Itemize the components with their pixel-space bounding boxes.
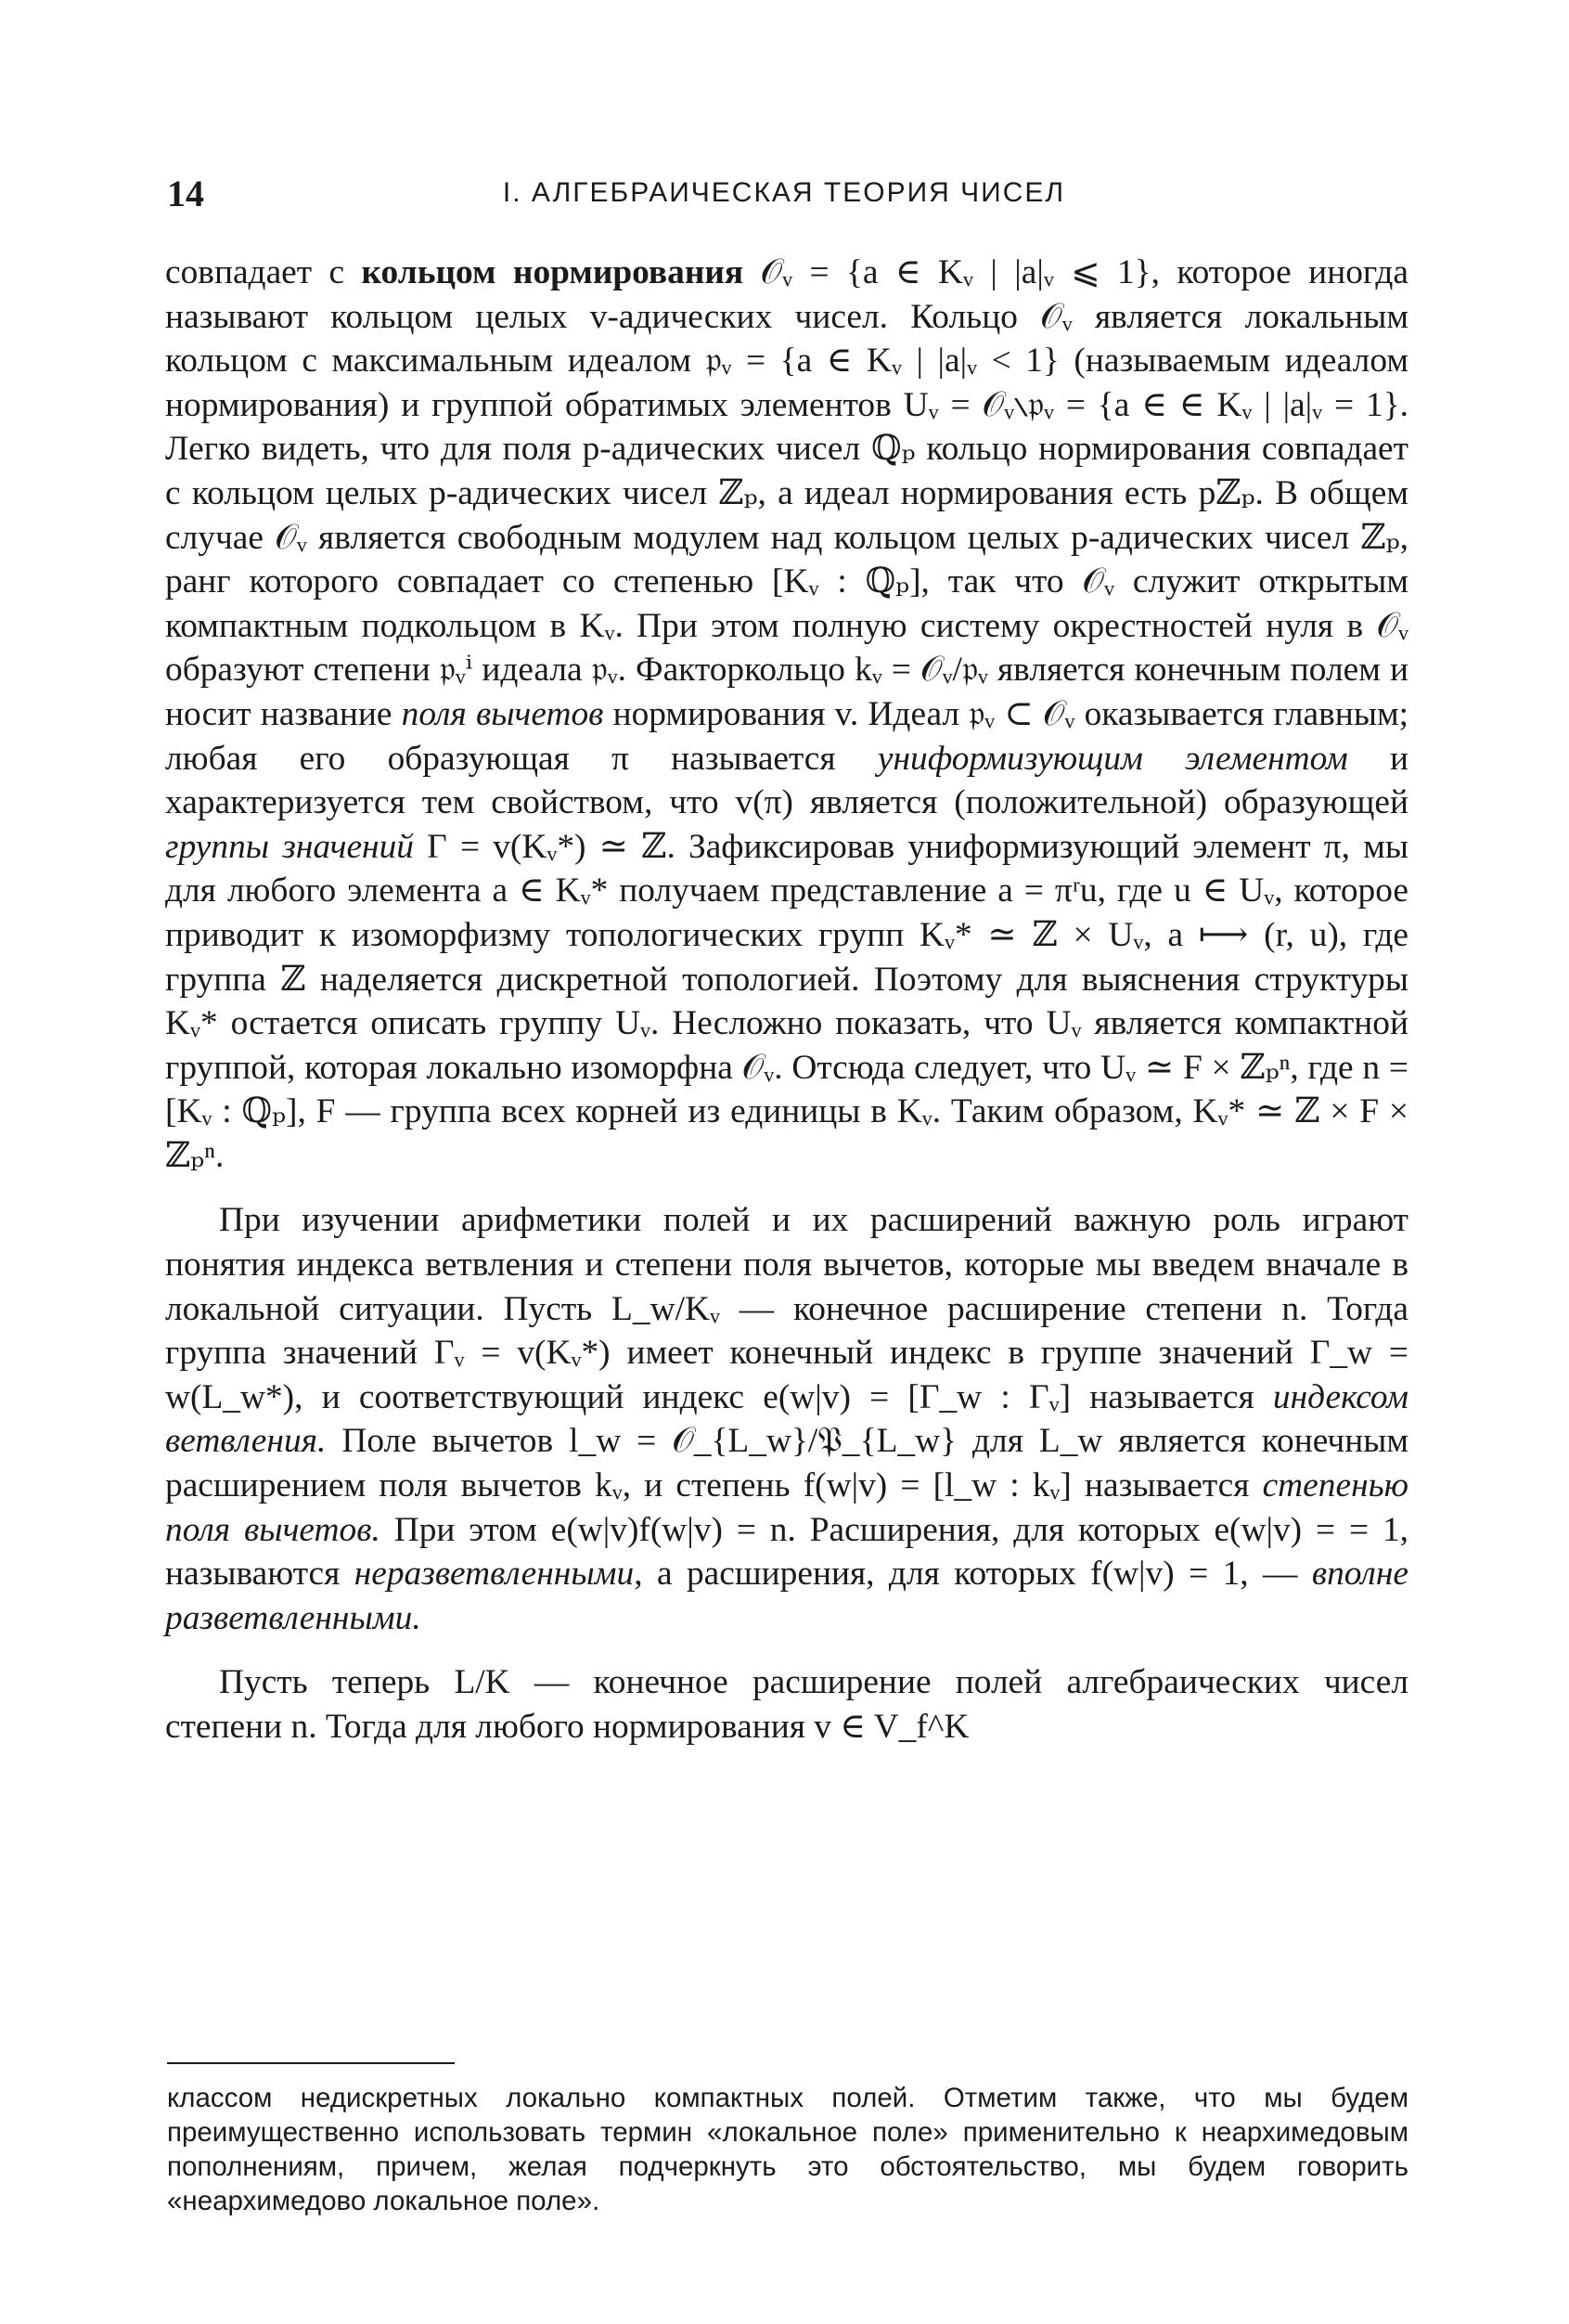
italic-term: поля вычетов xyxy=(401,694,604,733)
paragraph-1 xyxy=(165,251,1408,1178)
footnote-divider xyxy=(167,2062,455,2064)
italic-term: вполне разветвленными. xyxy=(165,1555,1408,1637)
main-text xyxy=(165,251,1408,1770)
paragraph-2 xyxy=(165,1198,1408,1640)
page-header xyxy=(167,172,1401,218)
paragraph-3 xyxy=(165,1660,1408,1749)
text-run: При этом e(w|v)f(w|v) = n. Расширения, для которых e(w|v) = = 1, называются xyxy=(165,1510,1409,1594)
text-run: 𝒪ᵥ = {a ∈ Kᵥ | |a|ᵥ ⩽ 1}, которое иногда называют кольцом целых v-адических чисел. Кольцо 𝒪ᵥ является локальным кольцом с максимальным идеалом 𝔭ᵥ = {a ∈ Kᵥ | |a|ᵥ < 1} (называемым идеалом нормирования) и группой обратимых элементов Uᵥ = 𝒪ᵥ∖𝔭ᵥ = {a ∈ ∈ Kᵥ | |a|ᵥ = 1}. Легко видеть, что для поля p-адических чисел ℚₚ кольцо нормирования совпадает с кольцом целых p-адических чисел ℤₚ, а идеал нормирования есть pℤₚ. В общем случае 𝒪ᵥ является свободным модулем над кольцом целых p-адических чисел ℤₚ, ранг которого совпадает со степенью [Kᵥ : ℚₚ], так что 𝒪ᵥ служит открытым компактным подкольцом в Kᵥ. При этом полную систему окрестностей нуля в 𝒪ᵥ образуют степени 𝔭ᵥⁱ идеала 𝔭ᵥ. Факторкольцо kᵥ = 𝒪ᵥ/𝔭ᵥ является конечным полем и носит название xyxy=(165,253,1408,733)
running-title: I. АЛГЕБРАИЧЕСКАЯ ТЕОРИЯ ЧИСЕЛ xyxy=(502,177,1066,208)
text-run: нормирования v. Идеал 𝔭ᵥ ⊂ 𝒪ᵥ оказывается главным; любая его образующая π называется xyxy=(165,694,1408,778)
italic-term: униформизующим элементом xyxy=(877,739,1348,778)
text-run: Γ = v(Kᵥ*) ≃ ℤ. Зафиксировав униформизующий элемент π, мы для любого элемента a ∈ Kᵥ* получаем представление a = πʳu, где u ∈ Uᵥ, которое приводит к изоморфизму топологических групп Kᵥ* ≃ ℤ × Uᵥ, a ⟼ (r, u), где группа ℤ наделяется дискретной топологией. Поэтому для выяснения структуры Kᵥ* остается описать группу Uᵥ. Несложно показать, что Uᵥ является компактной группой, которая локально изоморфна 𝒪ᵥ. Отсюда следует, что Uᵥ ≃ F × ℤₚⁿ, где n = [Kᵥ : ℚₚ], F — группа всех корней из единицы в Kᵥ. Таким образом, Kᵥ* ≃ ℤ × F × ℤₚⁿ. xyxy=(165,827,1408,1175)
italic-term: неразветвленными xyxy=(354,1555,635,1594)
bold-term: кольцом нормирования xyxy=(361,253,744,291)
text-run: совпадает с xyxy=(165,253,362,291)
text-run: , а расширения, для которых f(w|v) = 1, — xyxy=(634,1555,1312,1594)
italic-term: индексом ветвления. xyxy=(165,1377,1408,1461)
italic-term: степенью поля вычетов. xyxy=(165,1466,1408,1549)
text-run: Пусть теперь L/K — конечное расширение полей алгебраических чисел степени n. Тогда для любого нормирования v ∈ V_f^K xyxy=(165,1663,1408,1746)
text-run: При изучении арифметики полей и их расширений важную роль играют понятия индекса ветвления и степени поля вычетов, которые мы введем вначале в локальной ситуации. Пусть L_w/Kᵥ — конечное расширение степени n. Тогда группа значений Γᵥ = v(Kᵥ*) имеет конечный индекс в группе значений Γ_w = w(L_w*), и соответствующий индекс e(w|v) = [Γ_w : Γᵥ] называется xyxy=(165,1201,1408,1416)
footnote: классом недискретных локально компактных полей. Отметим также, что мы будем преимущественно использовать термин «локальное поле» применительно к неархимедовым пополнениям, причем, желая подчеркнуть это обстоятельство, мы будем говорить «неархимедово локальное поле». xyxy=(167,2083,1408,2216)
text-run: и характеризуется тем свойством, что v(π) является (положительной) образующей xyxy=(165,739,1409,822)
italic-term: группы значений xyxy=(165,827,414,866)
page-number: 14 xyxy=(167,173,204,214)
text-run: Поле вычетов l_w = 𝒪_{L_w}/𝔓_{L_w} для L_w является конечным расширением поля вычетов kᵥ, и степень f(w|v) = [l_w : kᵥ] называется xyxy=(165,1422,1408,1505)
